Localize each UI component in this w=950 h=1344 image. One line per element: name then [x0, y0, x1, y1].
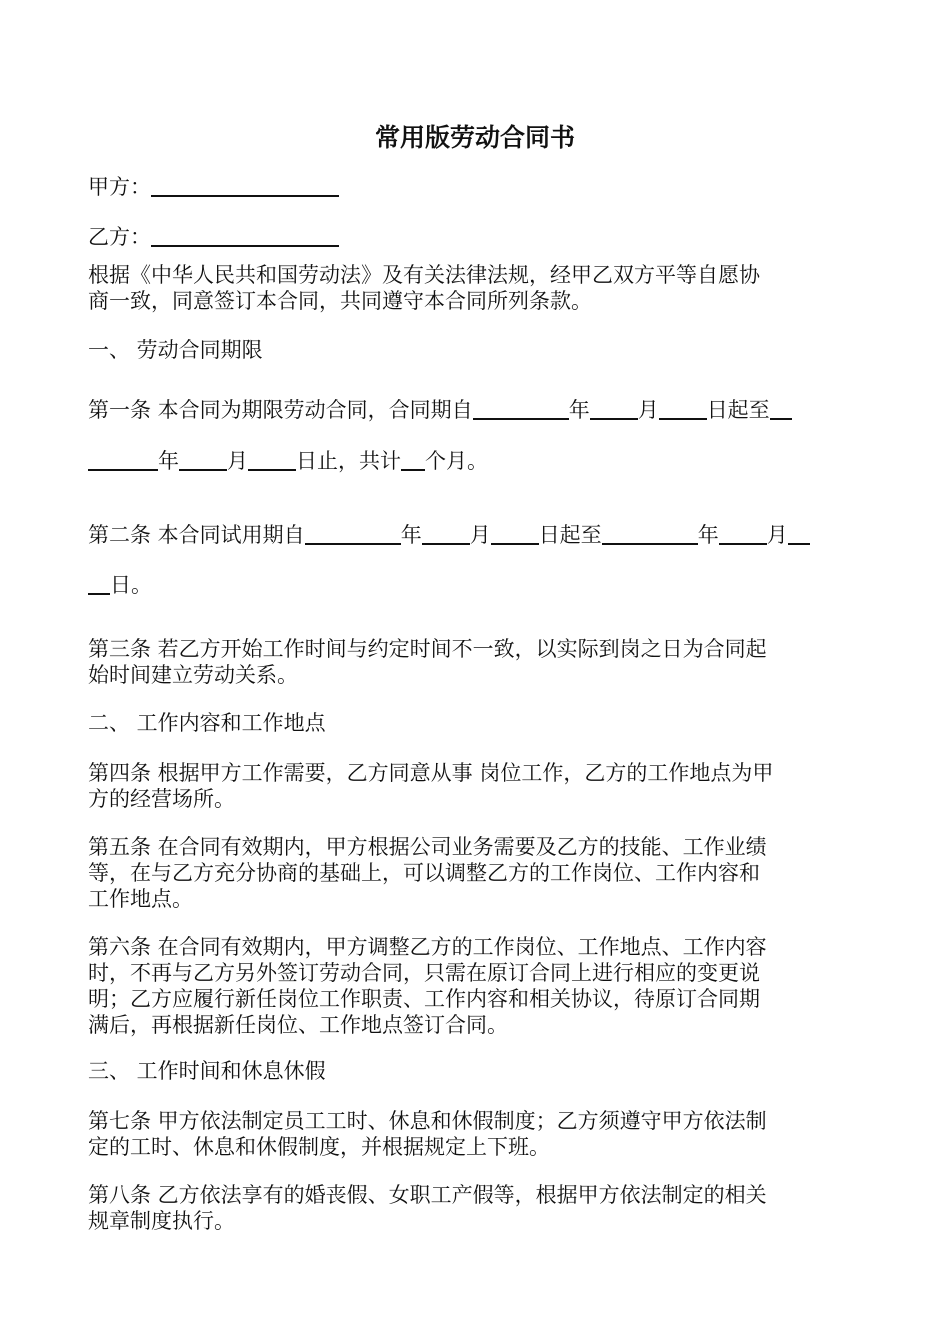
start-year-blank[interactable] — [473, 398, 569, 420]
total-months-blank[interactable] — [401, 449, 425, 471]
probation-end-day-blank-part-2[interactable] — [88, 573, 110, 595]
year-label: 年 — [697, 523, 719, 547]
year-label: 年 — [158, 449, 179, 473]
start-month-blank[interactable] — [590, 398, 638, 420]
article-1-text: 第一条 本合同为期限劳动合同，合同期自 — [88, 398, 473, 422]
article-6-line-4: 满后，再根据新任岗位、工作地点签订合同。 — [88, 1013, 508, 1037]
end-day-blank[interactable] — [248, 449, 296, 471]
article-7-line-2: 定的工时、休息和休假制度，并根据规定上下班。 — [88, 1135, 550, 1159]
article-8-line-1: 第八条 乙方依法享有的婚丧假、女职工产假等，根据甲方依法制定的相关 — [88, 1183, 767, 1207]
year-label: 年 — [568, 398, 590, 422]
article-1-line-2 — [88, 448, 863, 474]
intro-line-2: 商一致，同意签订本合同，共同遵守本合同所列条款。 — [88, 289, 592, 313]
article-6-line-3: 明；乙方应履行新任岗位工作职责、工作内容和相关协议，待原订合同期 — [88, 987, 760, 1011]
article-4-line-1: 第四条 根据甲方工作需要，乙方同意从事 岗位工作，乙方的工作地点为甲 — [88, 761, 774, 785]
document-title: 常用版劳动合同书 — [374, 123, 575, 152]
month-label: 月 — [469, 523, 491, 547]
section-heading-2: 二、 工作内容和工作地点 — [88, 711, 326, 735]
intro-line-1: 根据《中华人民共和国劳动法》及有关法律法规，经甲乙双方平等自愿协 — [88, 263, 760, 287]
probation-start-year-blank[interactable] — [305, 523, 401, 545]
article-6-line-2: 时，不再与乙方另外签订劳动合同，只需在原订合同上进行相应的变更说 — [88, 961, 760, 985]
section-heading-3: 三、 工作时间和休息休假 — [88, 1059, 326, 1083]
end-year-blank-part-1[interactable] — [770, 398, 792, 420]
day-label: 日起至 — [538, 523, 602, 547]
year-label: 年 — [400, 523, 422, 547]
end-year-blank-part-2[interactable] — [88, 449, 158, 471]
months-label: 个月。 — [425, 449, 488, 473]
section-heading-1: 一、 劳动合同期限 — [88, 338, 263, 362]
day-label: 日。 — [110, 573, 152, 597]
article-6-line-1: 第六条 在合同有效期内，甲方调整乙方的工作岗位、工作地点、工作内容 — [88, 935, 767, 959]
article-3-line-1: 第三条 若乙方开始工作时间与约定时间不一致，以实际到岗之日为合同起 — [88, 637, 767, 661]
party-a-blank[interactable] — [151, 175, 339, 197]
article-8-line-2: 规章制度执行。 — [88, 1209, 235, 1233]
probation-end-day-blank-part-1[interactable] — [788, 523, 810, 545]
article-2-line-2 — [88, 572, 863, 598]
article-3-line-2: 始时间建立劳动关系。 — [88, 663, 298, 687]
party-a-line — [88, 174, 863, 200]
probation-start-month-blank[interactable] — [422, 523, 470, 545]
party-b-label: 乙方： — [88, 225, 151, 249]
party-b-blank[interactable] — [151, 225, 339, 247]
day-label: 日起至 — [706, 398, 770, 422]
article-4-line-2: 方的经营场所。 — [88, 787, 235, 811]
month-label: 月 — [637, 398, 659, 422]
article-1-line-1 — [88, 397, 863, 423]
party-b-line — [88, 224, 863, 250]
probation-start-day-blank[interactable] — [491, 523, 539, 545]
start-day-blank[interactable] — [659, 398, 707, 420]
party-a-label: 甲方： — [88, 175, 151, 199]
end-month-blank[interactable] — [179, 449, 227, 471]
article-2-text: 第二条 本合同试用期自 — [88, 523, 305, 547]
article-2-line-1 — [88, 522, 863, 548]
article-5-line-3: 工作地点。 — [88, 887, 193, 911]
month-label: 月 — [227, 449, 248, 473]
day-label: 日止，共计 — [296, 449, 401, 473]
probation-end-year-blank[interactable] — [602, 523, 698, 545]
month-label: 月 — [766, 523, 788, 547]
article-5-line-2: 等，在与乙方充分协商的基础上，可以调整乙方的工作岗位、工作内容和 — [88, 861, 760, 885]
probation-end-month-blank[interactable] — [719, 523, 767, 545]
article-5-line-1: 第五条 在合同有效期内，甲方根据公司业务需要及乙方的技能、工作业绩 — [88, 835, 767, 859]
article-7-line-1: 第七条 甲方依法制定员工工时、休息和休假制度；乙方须遵守甲方依法制 — [88, 1109, 767, 1133]
